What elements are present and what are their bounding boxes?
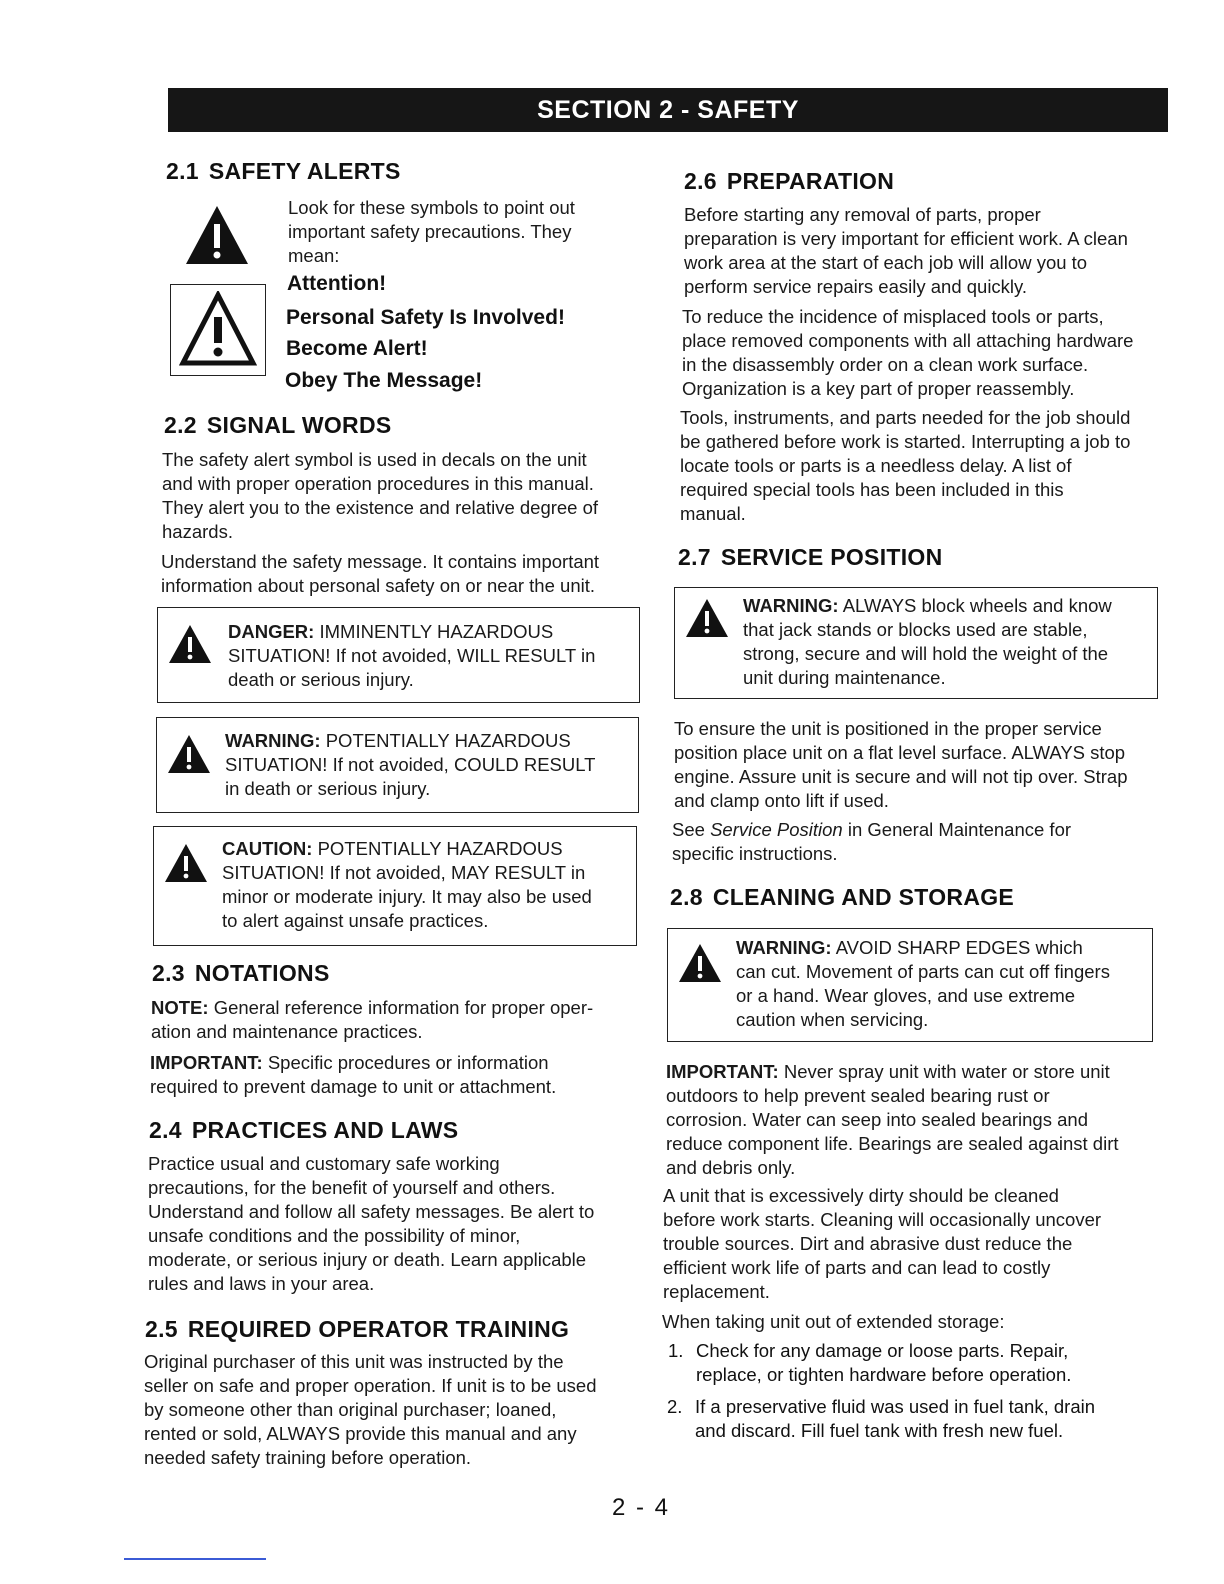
- service-p1-1: To ensure the unit is positioned in the proper service: [674, 718, 1102, 739]
- training-line-3: by someone other than original purchaser; loaned,: [144, 1399, 557, 1420]
- service-p1-4: and clamp onto lift if used.: [674, 790, 889, 811]
- prep-p2-1: To reduce the incidence of misplaced tools or parts,: [682, 306, 1104, 327]
- cleaning-warning-box: [667, 928, 1153, 1042]
- heading-safety-alerts: 2.1 SAFETY ALERTS: [166, 158, 401, 184]
- danger-line-3: death or serious injury.: [228, 669, 414, 690]
- danger-box: [157, 607, 640, 703]
- cleaning-imp-5: and debris only.: [666, 1157, 796, 1178]
- cleaning-imp-1: IMPORTANT: Never spray unit with water or store unit: [666, 1061, 1110, 1082]
- heading-cleaning-storage: 2.8 CLEANING AND STORAGE: [670, 884, 1015, 910]
- heading-preparation: 2.6 PREPARATION: [684, 168, 895, 194]
- cleaning-p2-2: before work starts. Cleaning will occasionally uncover: [663, 1209, 1102, 1230]
- safety-alerts-text-3: mean:: [288, 245, 340, 266]
- signal-words-p1-1: The safety alert symbol is used in decals on the unit: [162, 449, 587, 470]
- caution-line-4: to alert against unsafe practices.: [222, 910, 489, 931]
- prep-p1-3: work area at the start of each job will allow you to: [684, 252, 1088, 273]
- cleaning-warning-line-2: can cut. Movement of parts can cut off fingers: [736, 961, 1110, 982]
- warning-line-1: WARNING: POTENTIALLY HAZARDOUS: [225, 730, 571, 751]
- safety-alerts-text-2: important safety precautions. They: [288, 221, 572, 242]
- danger-line-1: DANGER: IMMINENTLY HAZARDOUS: [228, 621, 554, 642]
- cleaning-warning-line-4: caution when servicing.: [736, 1009, 929, 1030]
- service-p1-2: position place unit on a flat level surface. ALWAYS stop: [674, 742, 1126, 763]
- heading-signal-words: 2.2 SIGNAL WORDS: [164, 412, 392, 438]
- training-line-4: rented or sold, ALWAYS provide this manual and any: [144, 1423, 577, 1444]
- heading-operator-training: 2.5 REQUIRED OPERATOR TRAINING: [145, 1316, 570, 1342]
- caution-box: [153, 826, 637, 946]
- prep-p2-3: in the disassembly order on a clean work surface.: [682, 354, 1089, 375]
- safety-alerts-text-1: Look for these symbols to point out: [288, 197, 575, 218]
- practices-line-2: precautions, for the benefit of yourself and others.: [148, 1177, 556, 1198]
- service-p2-2: specific instructions.: [672, 843, 838, 864]
- signal-words-p2-2: information about personal safety on or near the unit.: [161, 575, 595, 596]
- training-line-2: seller on safe and proper operation. If unit is to be used: [144, 1375, 597, 1396]
- cleaning-imp-4: reduce component life. Bearings are sealed against dirt: [666, 1133, 1119, 1154]
- caution-line-1: CAUTION: POTENTIALLY HAZARDOUS: [222, 838, 563, 859]
- practices-line-1: Practice usual and customary safe working: [148, 1153, 500, 1174]
- cleaning-p2-4: efficient work life of parts and can lead to costly: [663, 1257, 1051, 1278]
- storage-intro: When taking unit out of extended storage:: [662, 1311, 1005, 1332]
- cleaning-warning-line-1: WARNING: AVOID SHARP EDGES which: [736, 937, 1083, 958]
- alert-obey-message: Obey The Message!: [285, 369, 483, 392]
- prep-p3-2: be gathered before work is started. Interrupting a job to: [680, 431, 1131, 452]
- alert-attention: Attention!: [287, 272, 387, 295]
- practices-line-4: unsafe conditions and the possibility of minor,: [148, 1225, 521, 1246]
- signal-words-p1-2: and with proper operation procedures in this manual.: [162, 473, 594, 494]
- safety-alert-outline-frame: [170, 284, 266, 376]
- section-banner: [168, 88, 1168, 132]
- note-line-1: NOTE: General reference information for proper oper-: [151, 997, 594, 1018]
- service-warning-line-4: unit during maintenance.: [743, 667, 946, 688]
- cleaning-warning-line-3: or a hand. Wear gloves, and use extreme: [736, 985, 1076, 1006]
- signal-words-p1-4: hazards.: [162, 521, 233, 542]
- training-line-5: needed safety training before operation.: [144, 1447, 472, 1468]
- cleaning-p2-5: replacement.: [663, 1281, 770, 1302]
- alert-become-alert: Become Alert!: [286, 337, 428, 360]
- safety-alert-outline-icon: [179, 291, 257, 367]
- caution-line-3: minor or moderate injury. It may also be used: [222, 886, 592, 907]
- cleaning-p2-3: trouble sources. Dirt and abrasive dust reduce the: [663, 1233, 1073, 1254]
- warning-line-3: in death or serious injury.: [225, 778, 431, 799]
- note-line-2: ation and maintenance practices.: [151, 1021, 423, 1042]
- heading-service-position: 2.7 SERVICE POSITION: [678, 544, 943, 570]
- prep-p1-2: preparation is very important for efficient work. A clean: [684, 228, 1128, 249]
- practices-line-5: moderate, or serious injury or death. Learn applicable: [148, 1249, 587, 1270]
- prep-p3-4: required special tools has been included in this: [680, 479, 1064, 500]
- signal-words-p1-3: They alert you to the existence and relative degree of: [162, 497, 599, 518]
- caution-icon: [164, 843, 208, 883]
- prep-p2-4: Organization is a key part of proper reassembly.: [682, 378, 1075, 399]
- prep-p1-1: Before starting any removal of parts, proper: [684, 204, 1041, 225]
- heading-notations: 2.3 NOTATIONS: [152, 960, 330, 986]
- prep-p2-2: place removed components with all attaching hardware: [682, 330, 1134, 351]
- warning-box: [156, 717, 639, 813]
- alert-personal-safety: Personal Safety Is Involved!: [286, 306, 565, 329]
- warning-line-2: SITUATION! If not avoided, COULD RESULT: [225, 754, 596, 775]
- cleaning-imp-2: outdoors to help prevent sealed bearing rust or: [666, 1085, 1050, 1106]
- page-number: 2 - 4: [612, 1494, 671, 1521]
- signal-words-p2-1: Understand the safety message. It contains important: [161, 551, 600, 572]
- important-line-1: IMPORTANT: Specific procedures or information: [150, 1052, 549, 1073]
- danger-icon: [168, 624, 212, 664]
- section-title: SECTION 2 - SAFETY: [537, 95, 799, 124]
- prep-p3-3: locate tools or parts is a needless delay. A list of: [680, 455, 1072, 476]
- prep-p1-4: perform service repairs easily and quickly.: [684, 276, 1028, 297]
- cleaning-imp-3: corrosion. Water can seep into sealed bearings and: [666, 1109, 1088, 1130]
- service-warning-icon: [685, 598, 729, 638]
- heading-practices-laws: 2.4 PRACTICES AND LAWS: [149, 1117, 459, 1143]
- warning-icon: [167, 734, 211, 774]
- danger-line-2: SITUATION! If not avoided, WILL RESULT in: [228, 645, 596, 666]
- service-p1-3: engine. Assure unit is secure and will not tip over. Strap: [674, 766, 1128, 787]
- service-p2-1: See Service Position in General Maintenance for: [672, 819, 1072, 840]
- service-warning-line-1: WARNING: ALWAYS block wheels and know: [743, 595, 1112, 616]
- practices-line-3: Understand and follow all safety messages. Be alert to: [148, 1201, 595, 1222]
- cleaning-p2-1: A unit that is excessively dirty should be cleaned: [663, 1185, 1059, 1206]
- important-line-2: required to prevent damage to unit or attachment.: [150, 1076, 557, 1097]
- practices-line-6: rules and laws in your area.: [148, 1273, 375, 1294]
- caution-line-2: SITUATION! If not avoided, MAY RESULT in: [222, 862, 586, 883]
- safety-alert-solid-icon: [184, 204, 250, 266]
- service-warning-box: [674, 587, 1158, 699]
- cleaning-warning-icon: [678, 943, 722, 983]
- prep-p3-5: manual.: [680, 503, 746, 524]
- training-line-1: Original purchaser of this unit was instructed by the: [144, 1351, 564, 1372]
- service-warning-line-3: strong, secure and will hold the weight of the: [743, 643, 1109, 664]
- footer-line: [124, 1558, 266, 1560]
- prep-p3-1: Tools, instruments, and parts needed for the job should: [680, 407, 1131, 428]
- service-warning-line-2: that jack stands or blocks used are stable,: [743, 619, 1088, 640]
